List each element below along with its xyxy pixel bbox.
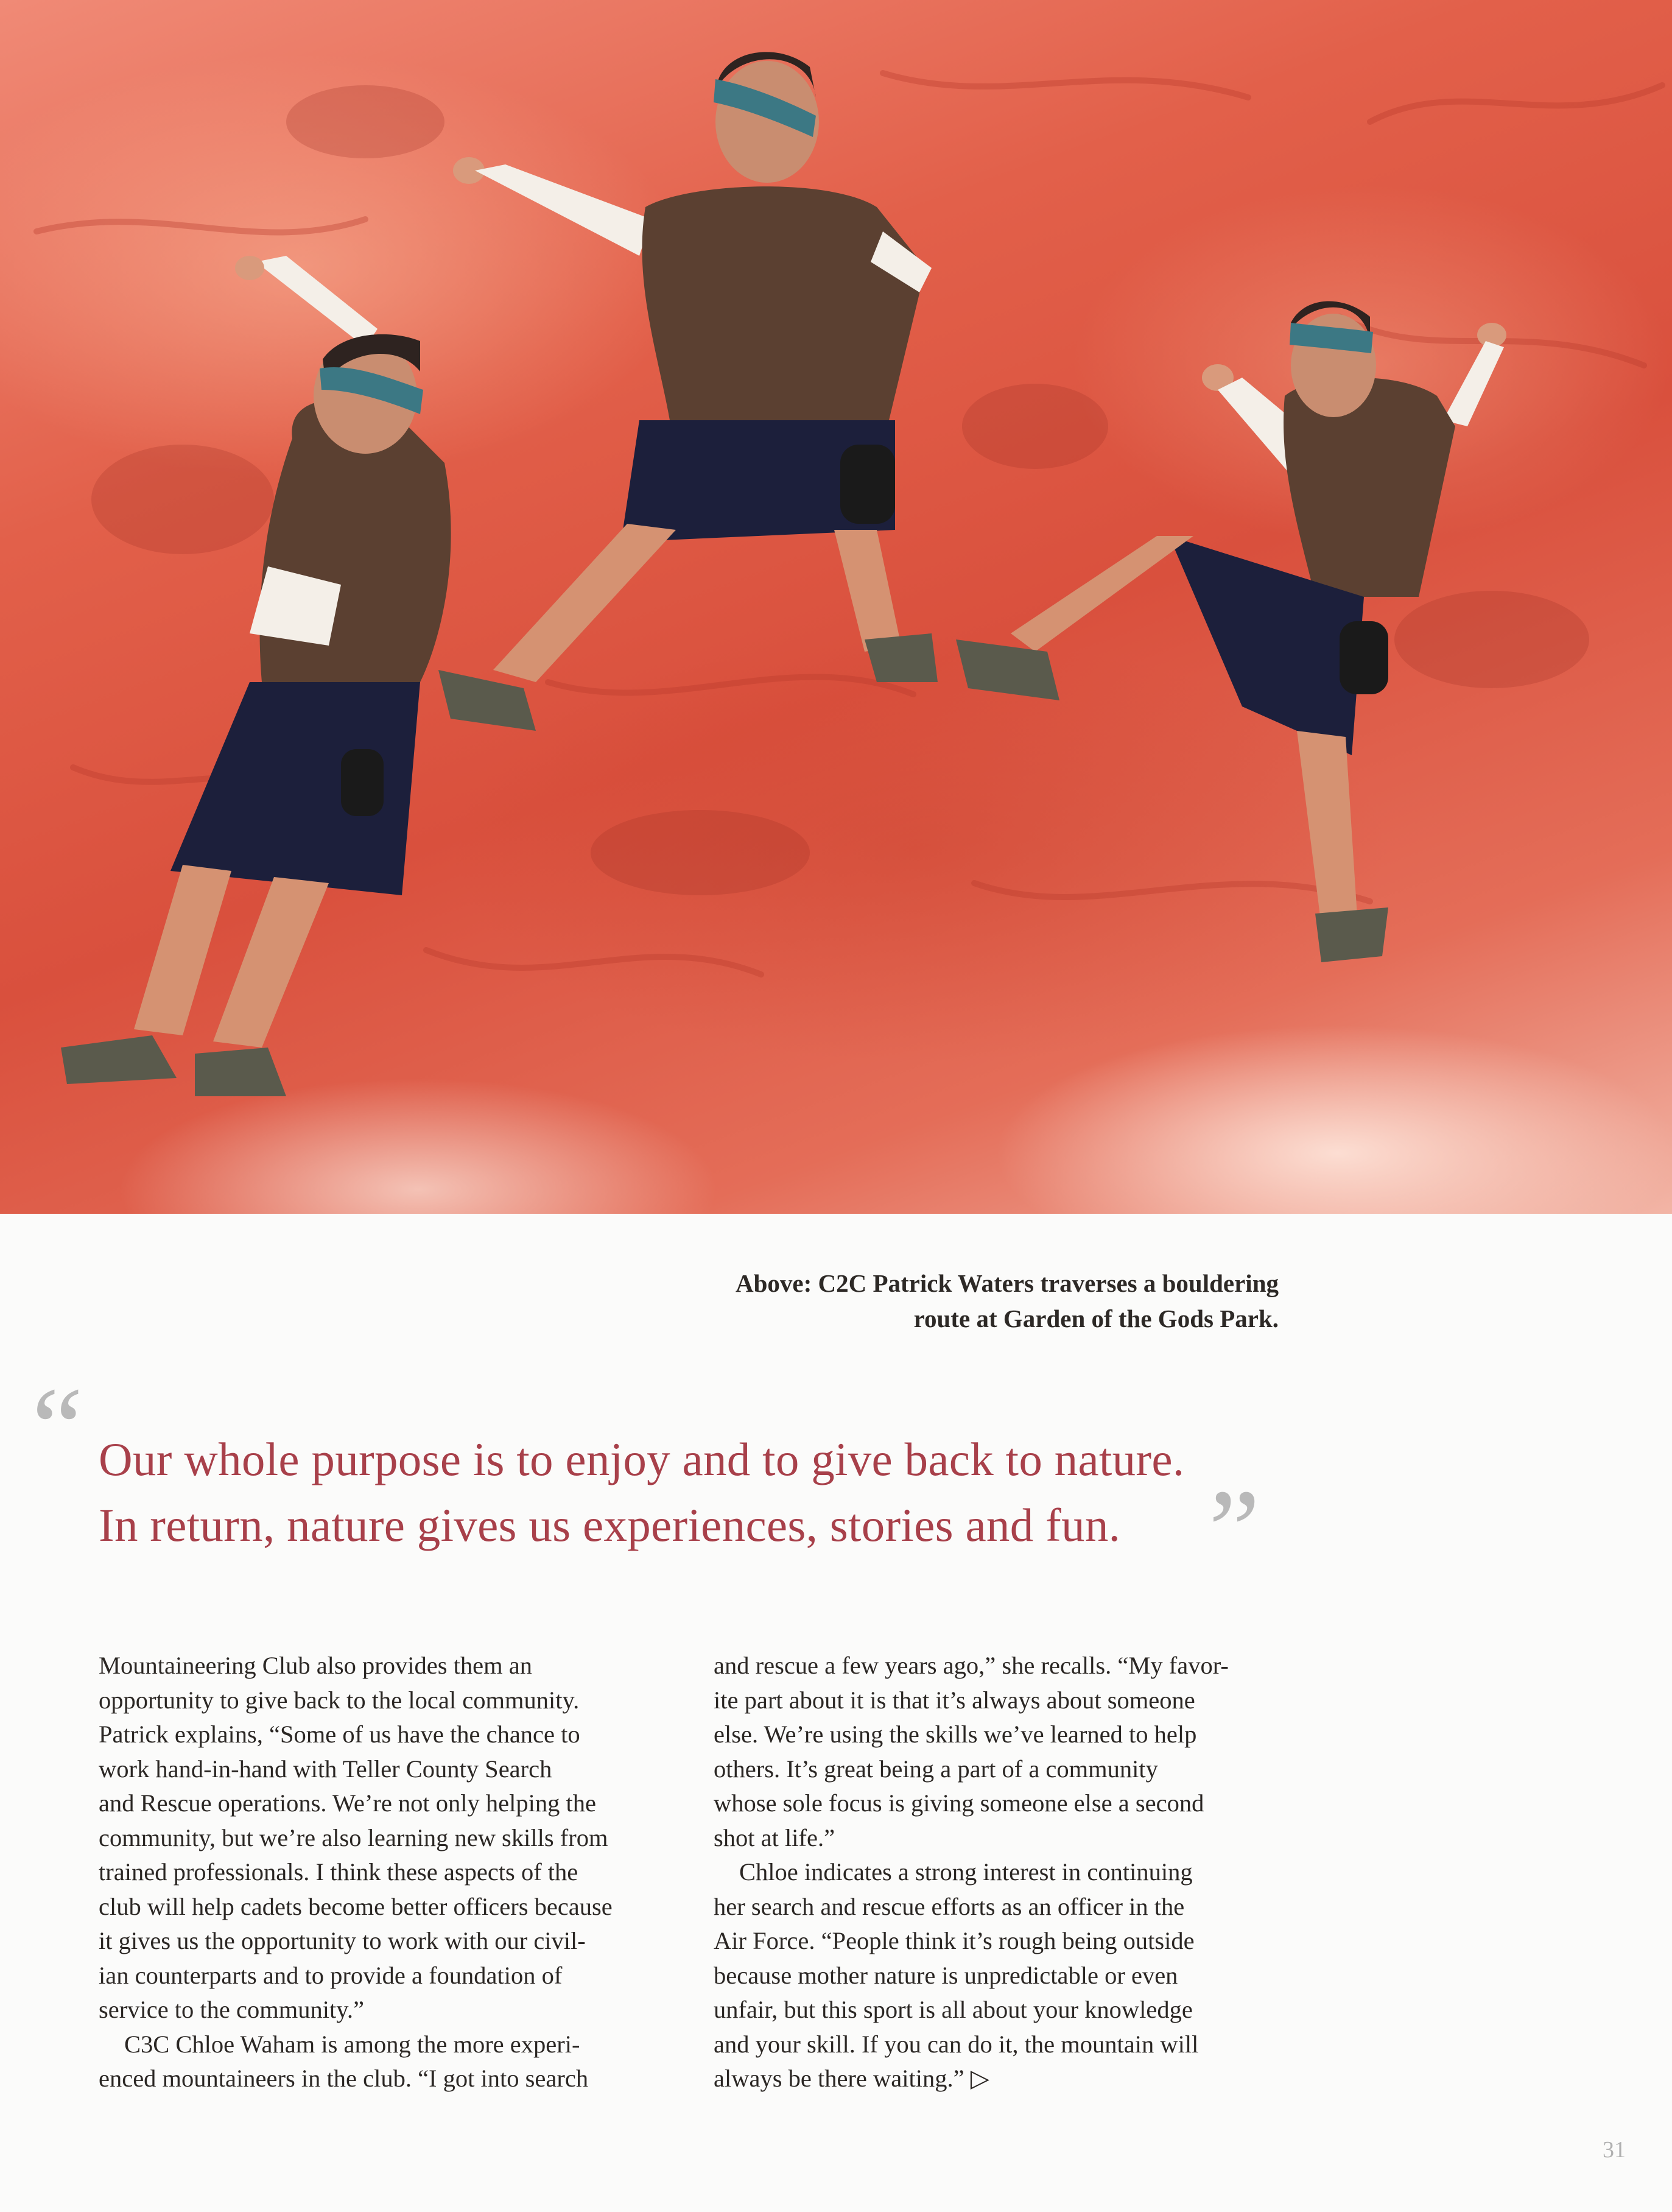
text-line: community, but we’re also learning new skills from xyxy=(99,1823,608,1851)
text-line: and your skill. If you can do it, the mountain will xyxy=(714,2030,1199,2058)
text-line: unfair, but this sport is all about your knowledge xyxy=(714,1996,1193,2023)
page-number: 31 xyxy=(1603,2137,1626,2163)
text-line: enced mountaineers in the club. “I got into search xyxy=(99,2065,589,2092)
text-line: else. We’re using the skills we’ve learned to help xyxy=(714,1721,1197,1748)
text-line: ite part about it is that it’s always about someone xyxy=(714,1686,1195,1714)
paragraph xyxy=(714,1855,1289,2096)
text-line: work hand-in-hand with Teller County Search xyxy=(99,1755,552,1783)
close-quote-mark: ” xyxy=(1209,1467,1260,1594)
text-line: Chloe indicates a strong interest in continuing xyxy=(739,1858,1193,1886)
text-line: because mother nature is unpredictable or even xyxy=(714,1961,1178,1989)
text-line: others. It’s great being a part of a community xyxy=(714,1755,1158,1783)
text-line: ian counterparts and to provide a foundation of xyxy=(99,1961,563,1989)
text-line: shot at life.” xyxy=(714,1823,835,1851)
text-line: Mountaineering Club also provides them an xyxy=(99,1652,532,1679)
caption-line: route at Garden of the Gods Park. xyxy=(913,1305,1279,1333)
open-quote-mark: “ xyxy=(32,1364,83,1492)
text-line: Patrick explains, “Some of us have the chance to xyxy=(99,1721,580,1748)
body-column-right xyxy=(714,1649,1289,2096)
text-line: C3C Chloe Waham is among the more experi- xyxy=(124,2030,580,2058)
climber-figure xyxy=(61,256,451,1096)
text-line: service to the community.” xyxy=(99,1996,364,2023)
text-line: and rescue a few years ago,” she recalls. “My favor- xyxy=(714,1652,1229,1679)
pull-quote-line: In return, nature gives us experiences, stories and fun. xyxy=(99,1499,1121,1551)
caption-line: Above: C2C Patrick Waters traverses a bouldering xyxy=(735,1269,1279,1297)
text-line: always be there waiting.” ▷ xyxy=(714,2065,989,2092)
climber-figure xyxy=(438,52,938,731)
text-line: Air Force. “People think it’s rough being outside xyxy=(714,1927,1195,1954)
pull-quote xyxy=(99,1426,1329,1558)
text-line: club will help cadets become better officers because xyxy=(99,1892,613,1920)
text-line: trained professionals. I think these aspects of the xyxy=(99,1858,578,1886)
pull-quote-line: Our whole purpose is to enjoy and to give back to nature. xyxy=(99,1433,1185,1485)
text-line: it gives us the opportunity to work with our civil- xyxy=(99,1927,586,1954)
text-line: her search and rescue efforts as an officer in the xyxy=(714,1892,1185,1920)
paragraph xyxy=(714,1649,1289,1855)
text-line: and Rescue operations. We’re not only helping the xyxy=(99,1789,597,1817)
text-line: whose sole focus is giving someone else a second xyxy=(714,1789,1204,1817)
body-column-left xyxy=(99,1649,674,2096)
paragraph xyxy=(99,2027,674,2096)
photo-caption xyxy=(621,1266,1279,1336)
paragraph xyxy=(99,1649,674,2027)
text-line: opportunity to give back to the local community. xyxy=(99,1686,580,1714)
